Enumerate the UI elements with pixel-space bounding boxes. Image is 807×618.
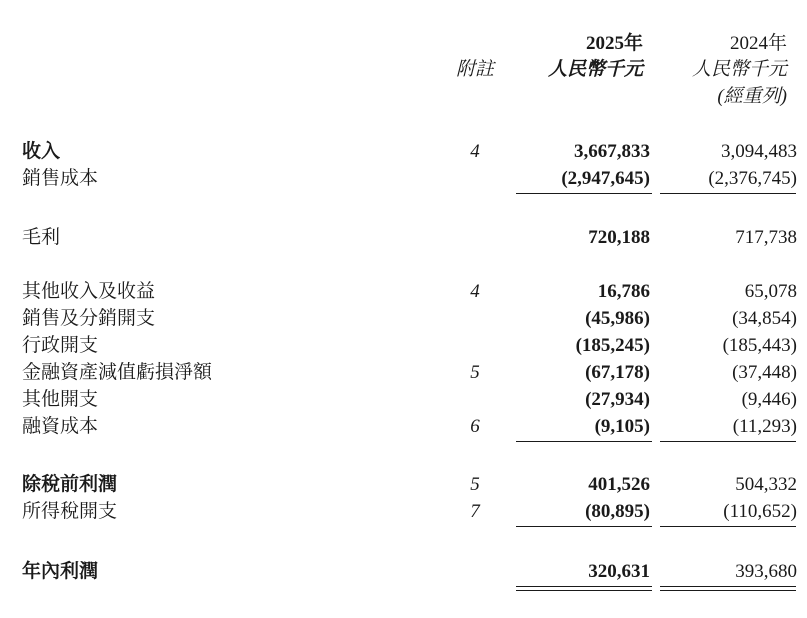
note-column-header: 附註 — [455, 59, 494, 80]
row-finance-costs-2025: (9,105) — [594, 416, 650, 437]
row-cost-of-sales-2024: (2,376,745) — [708, 168, 797, 189]
row-cost-of-sales-2025: (2,947,645) — [561, 168, 650, 189]
row-profit-before-tax-note: 5 — [470, 474, 480, 495]
row-gross-profit-label: 毛利 — [22, 227, 61, 248]
row-selling-expenses-label: 銷售及分銷開支 — [22, 308, 156, 329]
col-2025-unit-header: 人民幣千元 — [547, 59, 643, 80]
row-other-expenses-label: 其他開支 — [22, 389, 99, 410]
row-profit-for-year-label: 年內利潤 — [22, 561, 99, 582]
col-2024-unit-header: 人民幣千元 — [691, 59, 787, 80]
row-finance-costs-label: 融資成本 — [22, 416, 99, 437]
row-income-tax-label: 所得稅開支 — [22, 501, 118, 522]
subtotal-rule-2025 — [516, 193, 652, 194]
row-revenue-label: 收入 — [22, 141, 61, 162]
subtotal-rule-2024 — [660, 441, 796, 442]
col-2025-year-header: 2025年 — [585, 33, 643, 54]
subtotal-rule-2025 — [516, 441, 652, 442]
row-other-income-2024: 65,078 — [744, 281, 797, 302]
row-other-expenses-2025: (27,934) — [585, 389, 650, 410]
row-profit-for-year-2025: 320,631 — [588, 561, 650, 582]
row-revenue-2025: 3,667,833 — [574, 141, 650, 162]
row-profit-before-tax-2025: 401,526 — [588, 474, 650, 495]
row-gross-profit-2025: 720,188 — [588, 227, 650, 248]
row-admin-expenses-2025: (185,245) — [575, 335, 650, 356]
row-impairment-2024: (37,448) — [732, 362, 797, 383]
subtotal-rule-2024 — [660, 526, 796, 527]
subtotal-rule-2024 — [660, 193, 796, 194]
row-revenue-2024: 3,094,483 — [721, 141, 797, 162]
row-profit-before-tax-label: 除稅前利潤 — [22, 474, 118, 495]
total-double-rule-bottom-2025 — [516, 590, 652, 591]
row-admin-expenses-2024: (185,443) — [722, 335, 797, 356]
row-admin-expenses-label: 行政開支 — [22, 335, 99, 356]
row-finance-costs-2024: (11,293) — [732, 416, 797, 437]
row-finance-costs-note: 6 — [470, 416, 480, 437]
col-2024-year-header: 2024年 — [729, 33, 787, 54]
row-impairment-label: 金融資產減值虧損淨額 — [22, 362, 213, 383]
row-income-tax-note: 7 — [470, 501, 480, 522]
row-impairment-2025: (67,178) — [585, 362, 650, 383]
total-double-rule-top-2024 — [660, 586, 796, 587]
row-profit-for-year-2024: 393,680 — [735, 561, 797, 582]
row-gross-profit-2024: 717,738 — [735, 227, 797, 248]
row-other-income-2025: 16,786 — [597, 281, 650, 302]
row-selling-expenses-2024: (34,854) — [732, 308, 797, 329]
row-cost-of-sales-label: 銷售成本 — [22, 168, 99, 189]
total-double-rule-bottom-2024 — [660, 590, 796, 591]
row-revenue-note: 4 — [470, 141, 480, 162]
row-other-expenses-2024: (9,446) — [741, 389, 797, 410]
subtotal-rule-2025 — [516, 526, 652, 527]
row-income-tax-2025: (80,895) — [585, 501, 650, 522]
row-other-income-note: 4 — [470, 281, 480, 302]
row-income-tax-2024: (110,652) — [723, 501, 797, 522]
row-profit-before-tax-2024: 504,332 — [735, 474, 797, 495]
total-double-rule-top-2025 — [516, 586, 652, 587]
col-2024-restated-header: (經重列) — [717, 86, 787, 107]
row-selling-expenses-2025: (45,986) — [585, 308, 650, 329]
row-impairment-note: 5 — [470, 362, 480, 383]
row-other-income-label: 其他收入及收益 — [22, 281, 156, 302]
